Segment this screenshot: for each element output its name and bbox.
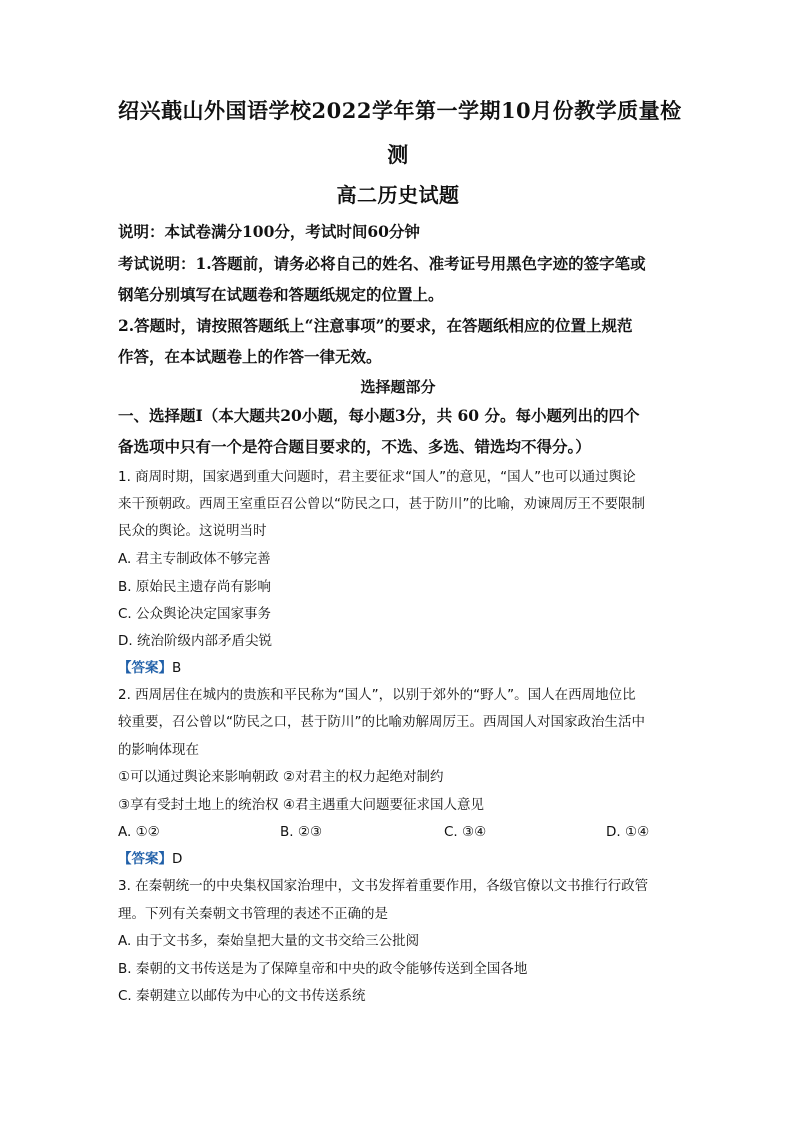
instruction-line: 2.答题时，请按照答题纸上“注意事项”的要求，在答题纸相应的位置上规范	[118, 316, 633, 335]
exam-subtitle: 高二历史试题	[336, 183, 460, 207]
instruction-line: 作答，在本试题卷上的作答一律无效。	[118, 347, 382, 366]
question-1-stem: 1. 商周时期，国家遇到重大问题时，君主要征求“国人”的意见，“国人”也可以通过舆论	[118, 469, 636, 485]
question-3-option-b: B. 秦朝的文书传送是为了保障皇帝和中央的政令能够传送到全国各地	[118, 961, 528, 977]
question-1-option-c: C. 公众舆论决定国家事务	[118, 606, 272, 622]
question-3-option-c: C. 秦朝建立以邮传为中心的文书传送系统	[118, 988, 366, 1004]
part-heading: 备选项中只有一个是符合题目要求的，不选、多选、错选均不得分。）	[118, 437, 591, 456]
exam-title-continued: 测	[387, 142, 409, 167]
question-1-stem: 民众的舆论。这说明当时	[118, 523, 267, 539]
question-2-stem: 较重要，召公曾以“防民之口，甚于防川”的比喻劝解周厉王。西周国人对国家政治生活中	[118, 714, 645, 730]
question-3-stem: 3. 在秦朝统一的中央集权国家治理中，文书发挥着重要作用，各级官僚以文书推行行政管	[118, 878, 649, 894]
question-1-option-a: A. 君主专制政体不够完善	[118, 551, 271, 567]
question-2-items: ①可以通过舆论来影响朝政 ②对君主的权力起绝对制约	[118, 769, 444, 785]
question-2-stem: 的影响体现在	[118, 742, 199, 758]
answer-label: 【答案】	[118, 660, 172, 676]
instruction-line: 钢笔分别填写在试题卷和答题纸规定的位置上。	[118, 285, 444, 304]
answer-value: D	[172, 851, 183, 867]
answer-label: 【答案】	[118, 851, 172, 867]
instruction-line: 考试说明：1.答题前，请务必将自己的姓名、准考证号用黑色字迹的签字笔或	[118, 254, 646, 273]
question-2-stem: 2. 西周居住在城内的贵族和平民称为“国人”，以别于郊外的“野人”。国人在西周地位比	[118, 687, 636, 703]
question-2-option-a: A. ①②	[118, 824, 160, 840]
question-2-items: ③享有受封土地上的统治权 ④君主遇重大问题要征求国人意见	[118, 797, 484, 813]
question-2-option-c: C. ③④	[444, 824, 487, 840]
exam-title: 绍兴蕺山外国语学校2022学年第一学期10月份教学质量检	[118, 98, 682, 123]
question-3-stem: 理。下列有关秦朝文书管理的表述不正确的是	[118, 906, 388, 922]
question-2-option-b: B. ②③	[280, 824, 323, 840]
question-2-answer	[118, 850, 182, 868]
section-title: 选择题部分	[360, 378, 436, 396]
question-3-option-a: A. 由于文书多，秦始皇把大量的文书交给三公批阅	[118, 933, 420, 949]
question-2-option-d: D. ①④	[606, 824, 650, 840]
question-1-option-b: B. 原始民主遗存尚有影响	[118, 579, 271, 595]
question-1-stem: 来干预朝政。西周王室重臣召公曾以“防民之口，甚于防川”的比喻，劝谏周厉王不要限制	[118, 496, 645, 512]
part-heading: 一、选择题Ⅰ（本大题共20小题，每小题3分，共 60 分。每小题列出的四个	[118, 406, 640, 425]
question-1-answer	[118, 659, 181, 677]
answer-value: B	[172, 660, 182, 676]
instruction-line: 说明：本试卷满分100分，考试时间60分钟	[118, 222, 420, 241]
question-1-option-d: D. 统治阶级内部矛盾尖锐	[118, 633, 272, 649]
